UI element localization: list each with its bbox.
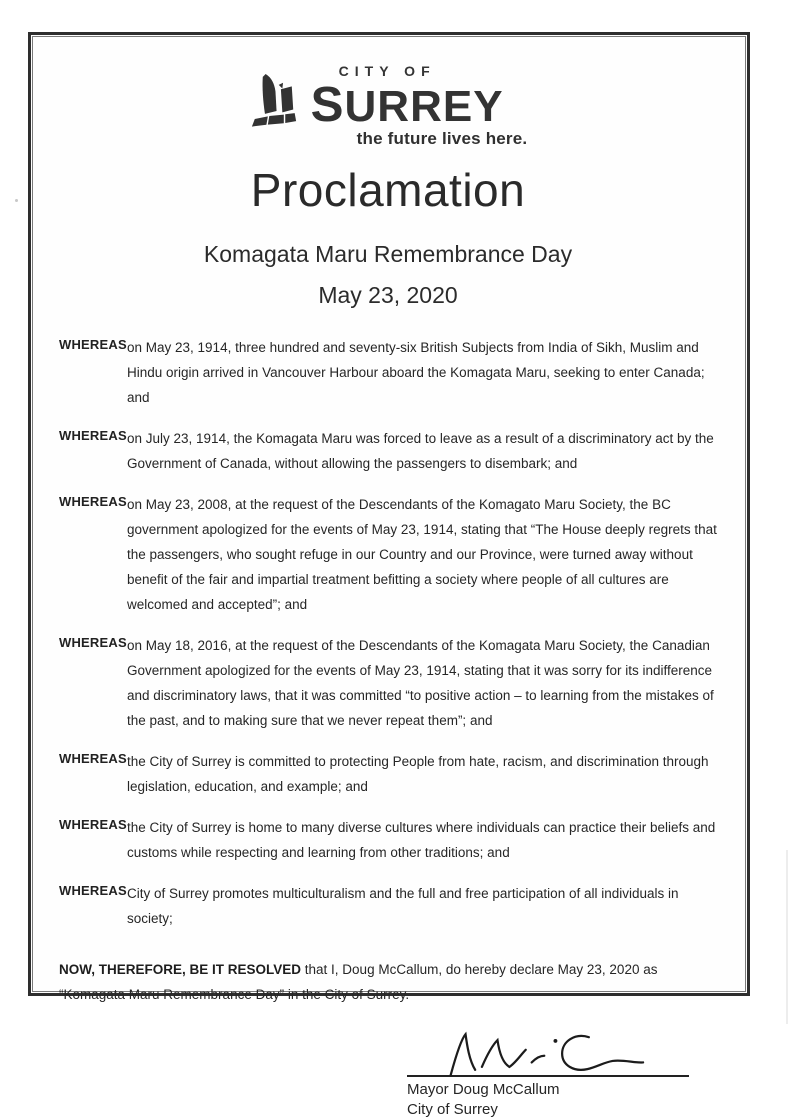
signature-mark [407, 1029, 689, 1081]
whereas-clause-4 [59, 633, 717, 733]
signature-block [407, 1029, 689, 1120]
whereas-label: WHEREAS [59, 883, 127, 899]
whereas-text: on May 18, 2016, at the request of the Descendants of the Komagata Maru Society, the Canadian Government apologized for the events of May 23, 1914, stating that it was sorry for its indifference and discriminatory laws, that it was committed “to positive action – to learning from the mistakes of the past, and to making sure that we never repeat them”; and [127, 638, 714, 729]
whereas-text: the City of Surrey is committed to protecting People from hate, racism, and discrimination through legislation, education, and example; and [127, 754, 709, 795]
whereas-text: on July 23, 1914, the Komagata Maru was forced to leave as a result of a discriminatory act by the Government of Canada, without allowing the passengers to disembark; and [127, 431, 714, 472]
document-border-inner [32, 36, 746, 1119]
logo-tagline: the future lives here. [356, 129, 528, 149]
whereas-label: WHEREAS [59, 494, 127, 510]
surrey-logo [59, 63, 717, 149]
scan-speck [15, 199, 18, 202]
logo-surrey-name: SURREY [310, 77, 504, 132]
resolution-paragraph [59, 957, 717, 1007]
proclamation-subject: Komagata Maru Remembrance Day [203, 241, 573, 268]
whereas-clause-7 [59, 881, 717, 931]
signatory-name: Mayor Doug McCallum [407, 1081, 560, 1099]
whereas-text: the City of Surrey is home to many diverse cultures where individuals can practice their beliefs and customs while respecting and learning from other traditions; and [127, 820, 716, 861]
resolution-lead: NOW, THEREFORE, BE IT RESOLVED [59, 962, 302, 978]
whereas-clause-1 [59, 335, 717, 410]
whereas-clause-5 [59, 749, 717, 799]
whereas-text: on May 23, 2008, at the request of the Descendants of the Komagato Maru Society, the BC government apologized for the events of May 23, 1914, stating that “The House deeply regrets that the passengers, who sought refuge in our Country and our Province, were turned away without benefit of the fair and impartial treatment befitting a society where people of all cultures are welcomed and accepted”; and [127, 497, 717, 613]
whereas-label: WHEREAS [59, 635, 127, 651]
scan-edge-artifact [786, 850, 788, 1024]
logo-city-of: CITY OF [338, 63, 436, 79]
proclamation-date: May 23, 2020 [318, 282, 458, 309]
whereas-clause-2 [59, 426, 717, 476]
whereas-text: on May 23, 1914, three hundred and seventy-six British Subjects from India of Sikh, Muslim and Hindu origin arrived in Vancouver Harbour aboard the Komagata Maru, seeking to enter Canada; and [127, 340, 705, 406]
surrey-flag-icon [249, 63, 307, 143]
whereas-label: WHEREAS [59, 817, 127, 833]
whereas-label: WHEREAS [59, 428, 127, 444]
proclamation-document [33, 37, 745, 1119]
resolution-text: that I, Doug McCallum, do hereby declare May 23, 2020 as “Komagata Maru Remembrance Day” in the City of Surrey. [59, 962, 658, 1003]
signature-line [407, 1075, 689, 1077]
whereas-label: WHEREAS [59, 337, 127, 353]
page-title: Proclamation [250, 164, 526, 217]
signatory-org: City of Surrey [407, 1101, 498, 1119]
whereas-label: WHEREAS [59, 751, 127, 767]
document-border [28, 32, 750, 1119]
whereas-clauses [59, 335, 717, 931]
whereas-clause-3 [59, 492, 717, 617]
whereas-clause-6 [59, 815, 717, 865]
logo-wordmark [311, 63, 528, 149]
whereas-text: City of Surrey promotes multiculturalism and the full and free participation of all individuals in society; [127, 886, 679, 927]
